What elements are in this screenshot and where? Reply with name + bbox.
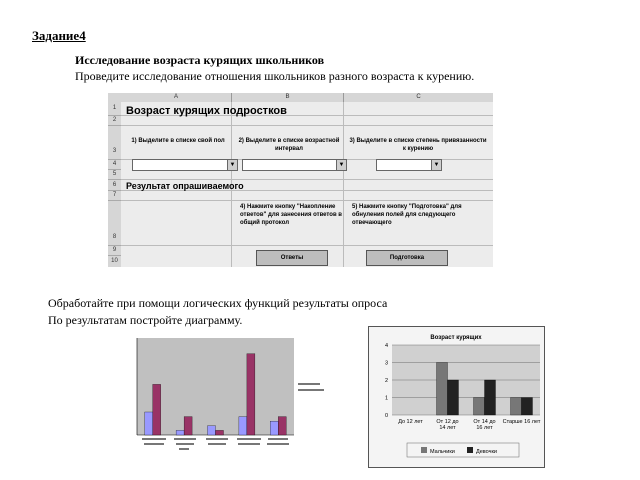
corner-cell bbox=[108, 93, 122, 102]
chart-right-svg bbox=[369, 327, 544, 467]
step3-label: 3) Выделите в списке степень привязанности к курению bbox=[349, 138, 487, 152]
task-description: Проведите исследование отношения школьников разного возраста к курению. bbox=[75, 69, 475, 83]
x-tick-label: От 14 до bbox=[473, 419, 496, 425]
y-tick-label: 1 bbox=[384, 395, 388, 402]
legend-label-girls: Девочки bbox=[476, 449, 497, 455]
chart-right bbox=[368, 326, 545, 468]
bar bbox=[239, 417, 247, 435]
spreadsheet-screenshot bbox=[108, 93, 493, 267]
y-tick-labels bbox=[385, 343, 388, 419]
bar bbox=[278, 417, 286, 435]
bar bbox=[153, 384, 161, 435]
sheet-title: Возраст курящих подростков bbox=[126, 105, 287, 117]
gridline bbox=[121, 125, 493, 126]
bar bbox=[270, 421, 278, 435]
x-tick-label: 16 лет bbox=[476, 425, 493, 431]
bar bbox=[247, 354, 255, 435]
x-tick-label: Старше 16 лет bbox=[502, 419, 541, 425]
column-header-c: C bbox=[344, 93, 493, 102]
x-tick-labels bbox=[398, 419, 541, 431]
row-header: 9 bbox=[108, 246, 121, 256]
bar bbox=[511, 398, 522, 416]
subtitle: Исследование возраста курящих школьников bbox=[75, 53, 325, 67]
build-instruction: По результатам постройте диаграмму. bbox=[48, 313, 243, 327]
row-header: 4 bbox=[108, 160, 121, 170]
chevron-down-icon: ▼ bbox=[431, 160, 441, 170]
y-tick-label: 0 bbox=[384, 413, 388, 419]
x-tick-label: От 12 до bbox=[436, 419, 459, 425]
gridline bbox=[121, 179, 493, 180]
legend-label-boys: Мальчики bbox=[430, 449, 455, 455]
bar bbox=[448, 380, 459, 415]
age-interval-select[interactable] bbox=[242, 159, 347, 171]
bar bbox=[485, 380, 496, 415]
process-instruction: Обработайте при помощи логических функций результаты опроса bbox=[48, 296, 388, 310]
bar bbox=[184, 417, 192, 435]
legend-swatch-girls bbox=[467, 447, 473, 453]
row-header: 5 bbox=[108, 170, 121, 180]
row-header: 1 bbox=[108, 102, 121, 116]
y-tick-label: 3 bbox=[384, 360, 388, 367]
task-title: Задание4 bbox=[32, 28, 86, 43]
step5-label: 5) Нажмите кнопку "Подготовка" для обнуления полей для следующего отвечающего bbox=[352, 204, 462, 226]
legend-swatch-boys bbox=[421, 447, 427, 453]
x-tick-label: 14 лет bbox=[439, 425, 456, 431]
row-header: 8 bbox=[108, 201, 121, 246]
gridline bbox=[343, 102, 344, 267]
answers-button[interactable]: Ответы bbox=[256, 250, 328, 266]
row-header: 10 bbox=[108, 256, 121, 267]
bar bbox=[216, 430, 224, 435]
y-tick-label: 4 bbox=[384, 343, 388, 349]
bar bbox=[145, 412, 153, 435]
bar bbox=[474, 398, 485, 416]
gridline bbox=[121, 245, 493, 246]
column-header-b: B bbox=[232, 93, 344, 102]
y-tick-label: 2 bbox=[384, 378, 388, 384]
chart-legend bbox=[298, 383, 324, 391]
step4-label: 4) Нажмите кнопку "Накопление ответов" для занесения ответов в общий протокол bbox=[240, 204, 342, 226]
smoking-degree-select[interactable] bbox=[376, 159, 442, 171]
row-header: 6 bbox=[108, 180, 121, 191]
prepare-button[interactable]: Подготовка bbox=[366, 250, 448, 266]
bar bbox=[522, 398, 533, 416]
result-title: Результат опрашиваемого bbox=[126, 181, 244, 191]
chart-title: Возраст курящих bbox=[430, 335, 482, 341]
chevron-down-icon: ▼ bbox=[227, 160, 237, 170]
chevron-down-icon: ▼ bbox=[336, 160, 346, 170]
bar bbox=[176, 430, 184, 435]
column-header-a: A bbox=[121, 93, 232, 102]
chart-left bbox=[125, 335, 335, 460]
row-header: 2 bbox=[108, 116, 121, 126]
bar bbox=[208, 426, 216, 435]
category-labels bbox=[142, 438, 289, 450]
row-header: 7 bbox=[108, 191, 121, 201]
step1-label: 1) Выделите в списке свой пол bbox=[131, 138, 225, 144]
x-tick-label: До 12 лет bbox=[398, 419, 423, 425]
step2-label: 2) Выделите в списке возрастной интервал bbox=[238, 138, 340, 152]
gridline bbox=[121, 200, 493, 201]
row-header: 3 bbox=[108, 126, 121, 160]
bar bbox=[437, 363, 448, 416]
gender-select[interactable] bbox=[132, 159, 238, 171]
